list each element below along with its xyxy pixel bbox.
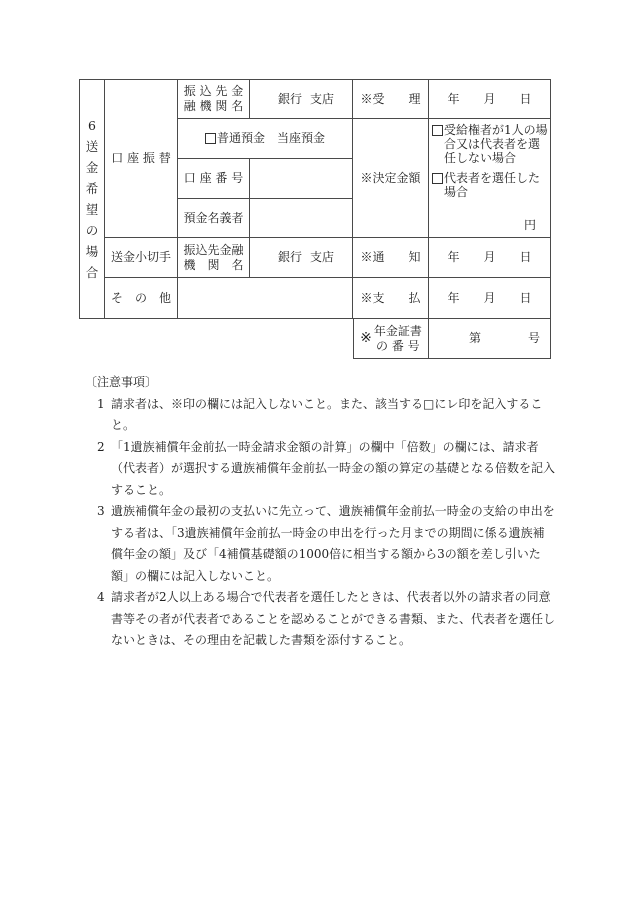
date-text: 年 月 日 xyxy=(447,250,532,264)
bank-name-label xyxy=(178,79,250,119)
section-number: 6 xyxy=(88,118,96,133)
account-holder-field[interactable] xyxy=(250,199,353,238)
section-label xyxy=(79,79,105,319)
account-holder-label xyxy=(178,199,250,238)
cert-dai: 第 xyxy=(469,331,482,345)
account-number-field[interactable] xyxy=(250,159,353,199)
bank-name2-label xyxy=(178,238,250,278)
account-type-field[interactable] xyxy=(178,119,353,159)
note-number: 3 xyxy=(97,504,105,518)
other-label xyxy=(105,278,178,319)
cert-number-label xyxy=(353,319,429,359)
note-number: 2 xyxy=(97,439,105,454)
account-holder-text: 預金名義者 xyxy=(183,210,244,225)
cert-number-field[interactable] xyxy=(429,319,551,359)
note-item xyxy=(85,394,555,437)
note-item xyxy=(85,437,555,502)
bank-name-label-line1: 振 込 先 金 xyxy=(183,84,244,98)
decision-amount-field[interactable] xyxy=(429,119,551,238)
date-text: 年 月 日 xyxy=(447,290,532,305)
note-item xyxy=(85,501,555,587)
notify-label xyxy=(353,238,429,278)
section-char: の xyxy=(85,223,99,238)
notes-section xyxy=(85,372,555,652)
money-order-text: 送金小切手 xyxy=(110,250,171,264)
cert-go: 号 xyxy=(527,331,540,345)
checkbox-icon[interactable] xyxy=(432,125,443,136)
bank-name2-line1: 振込先金融 xyxy=(183,242,244,257)
checkbox-icon[interactable] xyxy=(432,173,443,184)
branch-unit: 支店 xyxy=(309,250,334,264)
option-2-text: 代表者を選任した場合 xyxy=(444,171,541,199)
other-text: そ の 他 xyxy=(110,290,171,305)
section-char: 希 xyxy=(85,181,99,196)
section-char: 場 xyxy=(85,244,99,259)
payment-date-field[interactable] xyxy=(429,278,551,319)
cert-mark: ※ xyxy=(360,329,372,346)
received-text: ※受 理 xyxy=(360,91,421,106)
bank-name-field[interactable] xyxy=(250,79,353,119)
other-field[interactable] xyxy=(178,278,353,319)
notify-date-field[interactable] xyxy=(429,238,551,278)
account-transfer-label xyxy=(105,79,178,238)
note-text: 請求者は、※印の欄には記入しないこと。また、該当する□にレ印を記入すること。 xyxy=(111,396,543,432)
checkbox-icon[interactable] xyxy=(205,133,216,144)
notes-header: 〔注意事項〕 xyxy=(85,375,158,389)
account-number-label xyxy=(178,159,250,199)
note-number: 1 xyxy=(97,396,105,411)
section-char: 金 xyxy=(85,160,99,175)
account-type-text: 普通預金 当座預金 xyxy=(216,131,325,145)
option-2[interactable] xyxy=(432,171,548,199)
branch-unit: 支店 xyxy=(309,91,334,106)
yen-text: 円 xyxy=(523,218,536,232)
note-text: 「1遺族補償年金前払一時金請求金額の計算」の欄中「倍数」の欄には、請求者（代表者）が選択する遺族補償年金前払一時金の額の算定の基礎となる倍数を記入すること。 xyxy=(111,439,556,497)
account-transfer-text: 口 座 振 替 xyxy=(111,151,171,165)
yen-unit xyxy=(432,218,548,233)
note-text: 遺族補償年金の最初の支払いに先立って、遺族補償年金前払一時金の支給の申出をする者は、「3遺族補償年金前払一時金の申出を行った月までの期間に係る遺族補償年金の額」及び「4補償基礎額の1000倍に相当する額から3の額を差し引いた額」の欄には記入しないこと。 xyxy=(111,504,555,583)
date-text: 年 月 日 xyxy=(447,91,532,106)
notify-text: ※通 知 xyxy=(360,250,421,264)
money-order-label xyxy=(105,238,178,278)
bank-unit: 銀行 xyxy=(278,91,303,106)
note-number: 4 xyxy=(97,590,105,604)
section-char: 望 xyxy=(85,202,99,217)
bank-name2-field[interactable] xyxy=(250,238,353,278)
section-char: 送 xyxy=(85,139,99,154)
section-char: 合 xyxy=(85,265,99,280)
payment-label xyxy=(353,278,429,319)
note-item xyxy=(85,587,555,652)
decision-amount-label xyxy=(353,119,429,238)
cert-label-line2: の 番 号 xyxy=(376,338,420,353)
received-label xyxy=(353,79,429,119)
payment-text: ※支 払 xyxy=(360,290,421,305)
option-1-text: 受給権者が1人の場合又は代表者を選任しない場合 xyxy=(444,123,548,165)
account-number-text: 口 座 番 号 xyxy=(183,171,244,185)
bank-name-label-line2: 融 機 関 名 xyxy=(183,99,244,113)
note-text: 請求者が2人以上ある場合で代表者を選任したときは、代表者以外の請求者の同意書等その者が代表者であることを認めることができる書類、また、代表者を選任しないときは、その理由を記載した書類を添付すること。 xyxy=(111,590,556,647)
option-1[interactable] xyxy=(432,123,548,165)
bank-name2-line2: 機 関 名 xyxy=(183,257,244,272)
decision-amount-text: ※決定金額 xyxy=(360,170,421,185)
received-date-field[interactable] xyxy=(429,79,551,119)
cert-label-line1: 年金証書 xyxy=(373,323,422,338)
bank-unit: 銀行 xyxy=(278,250,303,264)
